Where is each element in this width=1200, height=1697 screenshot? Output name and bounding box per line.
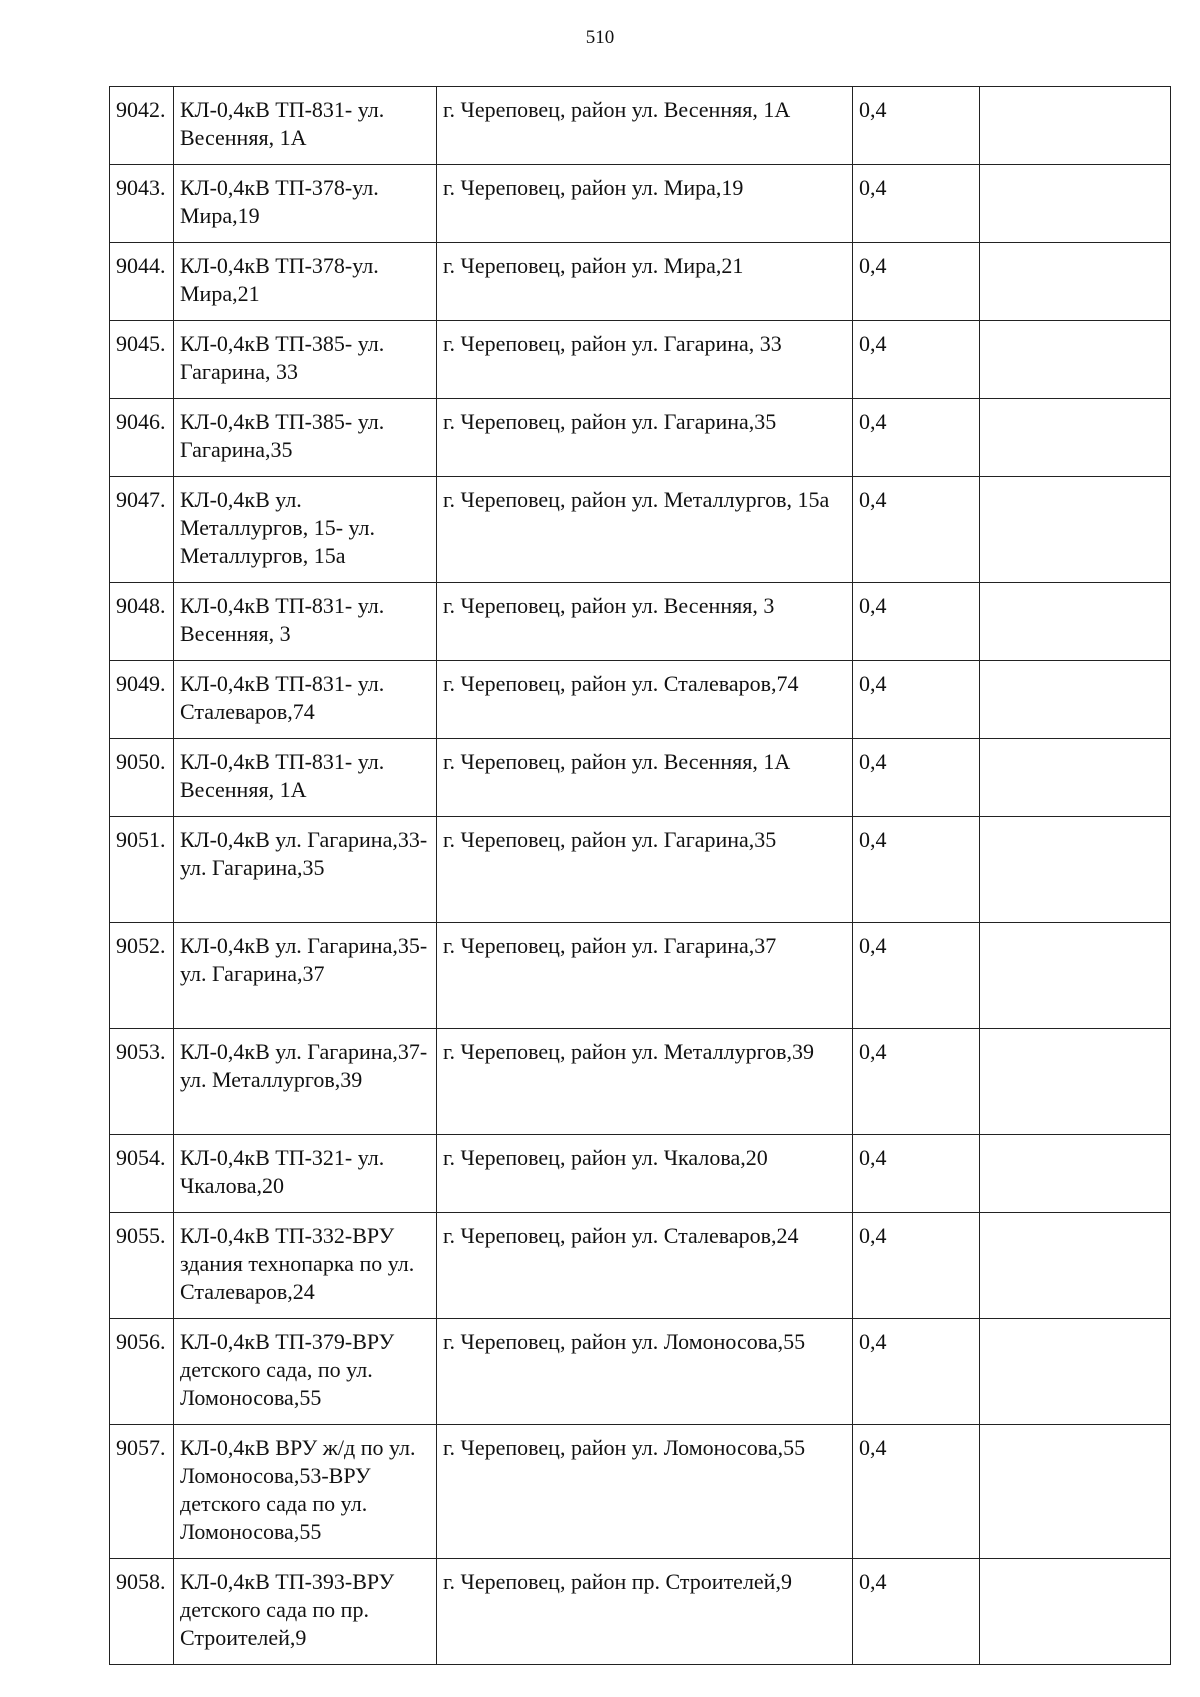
line-voltage: 0,4 — [853, 321, 980, 399]
line-voltage: 0,4 — [853, 243, 980, 321]
table-row — [110, 1029, 1171, 1135]
table-row — [110, 1559, 1171, 1665]
table-row — [110, 321, 1171, 399]
empty-cell — [980, 817, 1171, 923]
table-row — [110, 477, 1171, 583]
empty-cell — [980, 321, 1171, 399]
line-voltage: 0,4 — [853, 661, 980, 739]
empty-cell — [980, 243, 1171, 321]
row-number: 9043. — [110, 165, 174, 243]
row-number: 9044. — [110, 243, 174, 321]
row-number: 9054. — [110, 1135, 174, 1213]
table-row — [110, 399, 1171, 477]
row-number: 9050. — [110, 739, 174, 817]
line-name: КЛ-0,4кВ ул. Гагарина,35- ул. Гагарина,37 — [174, 923, 437, 1029]
line-name: КЛ-0,4кВ ТП-831- ул. Весенняя, 1А — [174, 739, 437, 817]
table-row — [110, 165, 1171, 243]
table-row — [110, 1135, 1171, 1213]
table-row — [110, 1319, 1171, 1425]
row-number: 9047. — [110, 477, 174, 583]
table-row — [110, 817, 1171, 923]
line-address: г. Череповец, район ул. Гагарина,37 — [437, 923, 853, 1029]
row-number: 9049. — [110, 661, 174, 739]
row-number: 9053. — [110, 1029, 174, 1135]
line-voltage: 0,4 — [853, 1319, 980, 1425]
line-address: г. Череповец, район ул. Гагарина, 33 — [437, 321, 853, 399]
line-voltage: 0,4 — [853, 583, 980, 661]
line-address: г. Череповец, район ул. Сталеваров,24 — [437, 1213, 853, 1319]
line-name: КЛ-0,4кВ ул. Металлургов, 15- ул. Металлургов, 15а — [174, 477, 437, 583]
table-row — [110, 243, 1171, 321]
empty-cell — [980, 87, 1171, 165]
empty-cell — [980, 1135, 1171, 1213]
empty-cell — [980, 739, 1171, 817]
line-address: г. Череповец, район ул. Весенняя, 1А — [437, 87, 853, 165]
line-name: КЛ-0,4кВ ул. Гагарина,33- ул. Гагарина,35 — [174, 817, 437, 923]
line-voltage: 0,4 — [853, 87, 980, 165]
line-name: КЛ-0,4кВ ТП-831- ул. Сталеваров,74 — [174, 661, 437, 739]
line-address: г. Череповец, район пр. Строителей,9 — [437, 1559, 853, 1665]
line-name: КЛ-0,4кВ ВРУ ж/д по ул. Ломоносова,53-ВРУ детского сада по ул. Ломоносова,55 — [174, 1425, 437, 1559]
line-address: г. Череповец, район ул. Гагарина,35 — [437, 399, 853, 477]
table-row — [110, 87, 1171, 165]
empty-cell — [980, 583, 1171, 661]
line-address: г. Череповец, район ул. Металлургов, 15а — [437, 477, 853, 583]
line-name: КЛ-0,4кВ ТП-321- ул. Чкалова,20 — [174, 1135, 437, 1213]
empty-cell — [980, 165, 1171, 243]
table-row — [110, 1213, 1171, 1319]
line-address: г. Череповец, район ул. Мира,21 — [437, 243, 853, 321]
line-name: КЛ-0,4кВ ул. Гагарина,37- ул. Металлургов,39 — [174, 1029, 437, 1135]
empty-cell — [980, 661, 1171, 739]
line-name: КЛ-0,4кВ ТП-332-ВРУ здания технопарка по ул. Сталеваров,24 — [174, 1213, 437, 1319]
line-name: КЛ-0,4кВ ТП-385- ул. Гагарина,35 — [174, 399, 437, 477]
empty-cell — [980, 1029, 1171, 1135]
line-name: КЛ-0,4кВ ТП-831- ул. Весенняя, 1А — [174, 87, 437, 165]
empty-cell — [980, 399, 1171, 477]
empty-cell — [980, 1559, 1171, 1665]
line-address: г. Череповец, район ул. Весенняя, 1А — [437, 739, 853, 817]
page-number: 510 — [585, 27, 615, 48]
line-voltage: 0,4 — [853, 739, 980, 817]
line-address: г. Череповец, район ул. Сталеваров,74 — [437, 661, 853, 739]
line-name: КЛ-0,4кВ ТП-393-ВРУ детского сада по пр. Строителей,9 — [174, 1559, 437, 1665]
table-row — [110, 661, 1171, 739]
row-number: 9048. — [110, 583, 174, 661]
table-row — [110, 583, 1171, 661]
line-voltage: 0,4 — [853, 1135, 980, 1213]
line-voltage: 0,4 — [853, 165, 980, 243]
line-voltage: 0,4 — [853, 477, 980, 583]
row-number: 9056. — [110, 1319, 174, 1425]
line-voltage: 0,4 — [853, 1029, 980, 1135]
table-row — [110, 1425, 1171, 1559]
table-row — [110, 739, 1171, 817]
row-number: 9052. — [110, 923, 174, 1029]
line-address: г. Череповец, район ул. Чкалова,20 — [437, 1135, 853, 1213]
row-number: 9057. — [110, 1425, 174, 1559]
empty-cell — [980, 1319, 1171, 1425]
line-voltage: 0,4 — [853, 923, 980, 1029]
line-voltage: 0,4 — [853, 1425, 980, 1559]
line-address: г. Череповец, район ул. Гагарина,35 — [437, 817, 853, 923]
line-voltage: 0,4 — [853, 817, 980, 923]
line-address: г. Череповец, район ул. Мира,19 — [437, 165, 853, 243]
line-address: г. Череповец, район ул. Ломоносова,55 — [437, 1425, 853, 1559]
table-row — [110, 923, 1171, 1029]
line-voltage: 0,4 — [853, 1559, 980, 1665]
empty-cell — [980, 1425, 1171, 1559]
row-number: 9046. — [110, 399, 174, 477]
line-address: г. Череповец, район ул. Весенняя, 3 — [437, 583, 853, 661]
line-name: КЛ-0,4кВ ТП-379-ВРУ детского сада, по ул. Ломоносова,55 — [174, 1319, 437, 1425]
empty-cell — [980, 477, 1171, 583]
line-name: КЛ-0,4кВ ТП-378-ул. Мира,19 — [174, 165, 437, 243]
line-address: г. Череповец, район ул. Металлургов,39 — [437, 1029, 853, 1135]
line-name: КЛ-0,4кВ ТП-385- ул. Гагарина, 33 — [174, 321, 437, 399]
row-number: 9055. — [110, 1213, 174, 1319]
row-number: 9045. — [110, 321, 174, 399]
empty-cell — [980, 923, 1171, 1029]
line-name: КЛ-0,4кВ ТП-831- ул. Весенняя, 3 — [174, 583, 437, 661]
empty-cell — [980, 1213, 1171, 1319]
row-number: 9042. — [110, 87, 174, 165]
registry-table — [109, 86, 1171, 1665]
line-voltage: 0,4 — [853, 1213, 980, 1319]
row-number: 9058. — [110, 1559, 174, 1665]
row-number: 9051. — [110, 817, 174, 923]
line-name: КЛ-0,4кВ ТП-378-ул. Мира,21 — [174, 243, 437, 321]
line-voltage: 0,4 — [853, 399, 980, 477]
line-address: г. Череповец, район ул. Ломоносова,55 — [437, 1319, 853, 1425]
